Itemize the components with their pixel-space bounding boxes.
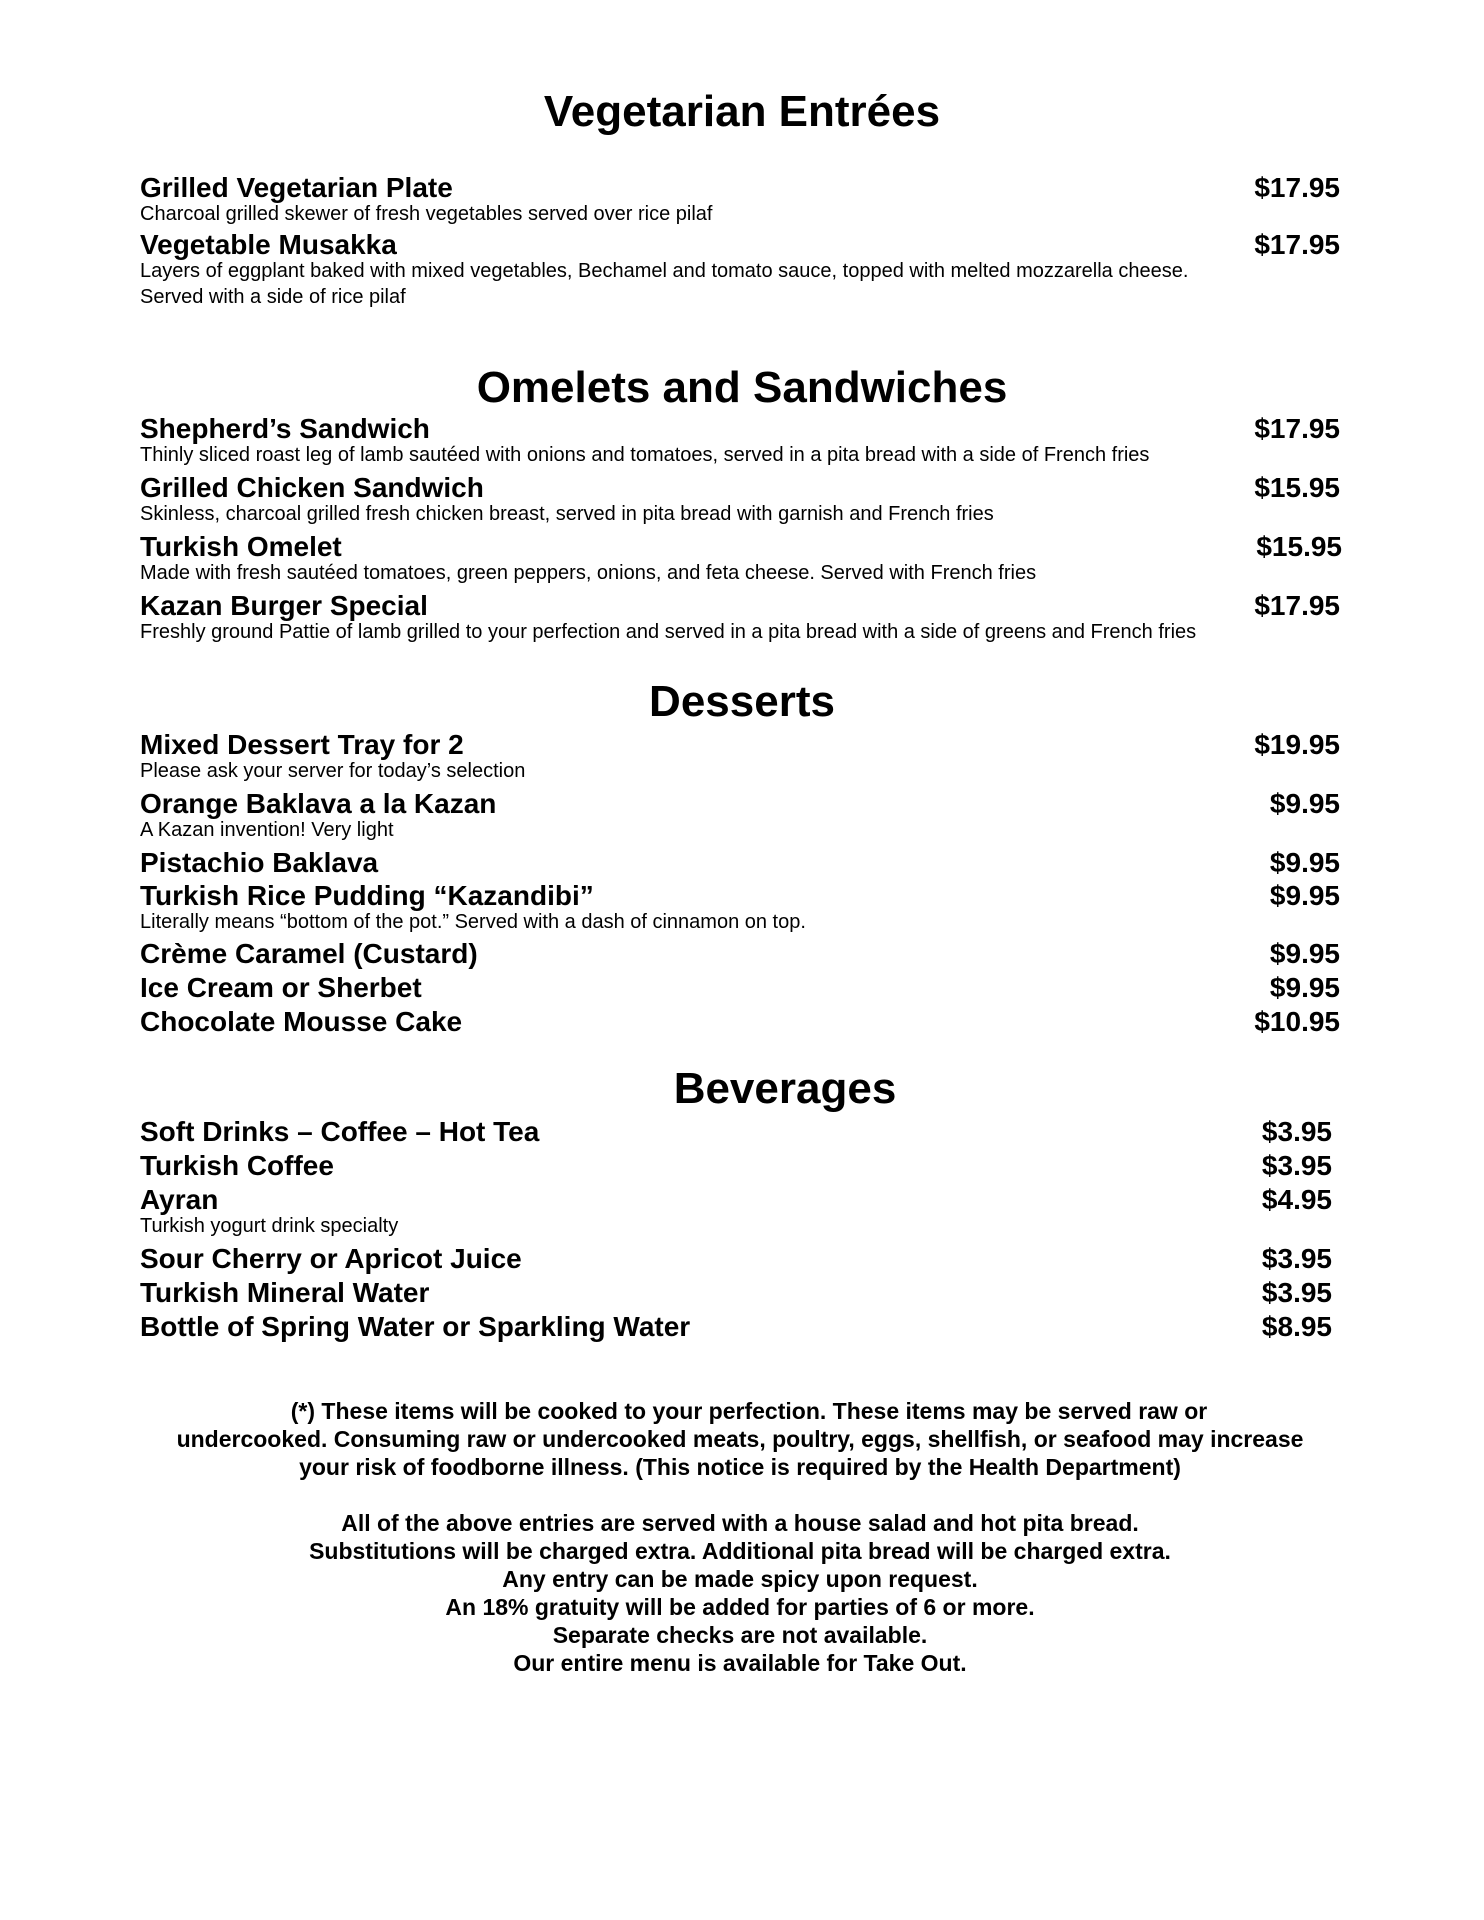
menu-item-name: Grilled Chicken Sandwich [140, 472, 484, 503]
section-title-desserts: Desserts [649, 677, 835, 726]
menu-item-name: Chocolate Mousse Cake [140, 1006, 463, 1037]
menu-item-price: $3.95 [1261, 1150, 1332, 1181]
menu-item-price: $19.95 [1254, 729, 1340, 760]
menu-item-description: Literally means “bottom of the pot.” Served with a dash of cinnamon on top. [140, 911, 806, 933]
menu-item-price: $9.95 [1269, 788, 1340, 819]
menu-item-price: $3.95 [1261, 1277, 1332, 1308]
menu-item-price: $3.95 [1261, 1243, 1332, 1274]
menu-item-description: Freshly ground Pattie of lamb grilled to your perfection and served in a pita bread with a side of greens and French fries [140, 621, 1197, 643]
menu-item-name: Sour Cherry or Apricot Juice [140, 1243, 522, 1274]
menu-item-name: Turkish Rice Pudding “Kazandibi” [140, 880, 594, 911]
notice-line: Any entry can be made spicy upon request. [502, 1566, 978, 1592]
notice-line: (*) These items will be cooked to your perfection. These items may be served raw or [290, 1398, 1208, 1424]
menu-item [140, 847, 1340, 879]
menu-item-price: $9.95 [1269, 972, 1340, 1003]
menu-item-price: $17.95 [1254, 413, 1340, 444]
menu-item-price: $8.95 [1261, 1311, 1332, 1342]
menu-item [140, 172, 1340, 225]
menu-item [140, 938, 1340, 970]
notice-line: your risk of foodborne illness. (This notice is required by the Health Department) [299, 1454, 1181, 1480]
notice-line: Separate checks are not available. [552, 1622, 928, 1648]
menu-item-price: $15.95 [1254, 472, 1340, 503]
menu-item-name: Shepherd’s Sandwich [140, 413, 430, 444]
menu-item [140, 729, 1340, 782]
notice-line: An 18% gratuity will be added for parties of 6 or more. [445, 1594, 1035, 1620]
menu-item-price: $15.95 [1256, 531, 1342, 562]
menu-item-name: Ayran [140, 1184, 219, 1215]
health-department-notice [130, 1397, 1350, 1481]
menu-item [140, 413, 1340, 466]
menu-item [140, 1243, 1332, 1275]
menu-item [140, 1277, 1332, 1309]
menu-item-name: Bottle of Spring Water or Sparkling Water [140, 1311, 691, 1342]
menu-item-name: Crème Caramel (Custard) [140, 938, 478, 969]
menu-item-description: Served with a side of rice pilaf [140, 286, 406, 308]
menu-item-name: Mixed Dessert Tray for 2 [140, 729, 464, 760]
menu-item [140, 972, 1340, 1004]
menu-item-description: Made with fresh sautéed tomatoes, green peppers, onions, and feta cheese. Served with French fries [140, 562, 1037, 584]
menu-item-price: $4.95 [1261, 1184, 1332, 1215]
menu-item-name: Turkish Coffee [140, 1150, 334, 1181]
menu-item [140, 1150, 1332, 1182]
menu-item [140, 531, 1342, 584]
menu-item-name: Orange Baklava a la Kazan [140, 788, 497, 819]
menu-item [140, 788, 1340, 841]
menu-item-name: Grilled Vegetarian Plate [140, 172, 453, 203]
menu-item-description: Please ask your server for today’s selection [140, 760, 526, 782]
menu-item-price: $9.95 [1269, 938, 1340, 969]
menu-item-price: $9.95 [1269, 847, 1340, 878]
menu-item-price: $9.95 [1269, 880, 1340, 911]
menu-item-name: Turkish Omelet [140, 531, 342, 562]
menu-item-name: Turkish Mineral Water [140, 1277, 430, 1308]
menu-item [140, 1311, 1332, 1343]
menu-item-description: Skinless, charcoal grilled fresh chicken breast, served in pita bread with garnish and French fries [140, 503, 994, 525]
section-title-beverages: Beverages [673, 1064, 897, 1113]
section-title-vegetarian: Vegetarian Entrées [543, 87, 941, 136]
menu-item-price: $17.95 [1254, 229, 1340, 260]
notice-line: undercooked. Consuming raw or undercooked meats, poultry, eggs, shellfish, or seafood may increase [176, 1426, 1304, 1452]
menu-item-description: Turkish yogurt drink specialty [140, 1215, 399, 1237]
menu-item-price: $3.95 [1261, 1116, 1332, 1147]
menu-item-name: Vegetable Musakka [140, 229, 397, 260]
menu-item-description: A Kazan invention! Very light [140, 819, 394, 841]
menu-item-name: Pistachio Baklava [140, 847, 379, 878]
menu-item-description: Layers of eggplant baked with mixed vegetables, Bechamel and tomato sauce, topped with melted mozzarella cheese. [140, 260, 1189, 282]
menu-item [140, 1184, 1332, 1237]
menu-item [140, 229, 1340, 308]
menu-item [140, 880, 1340, 933]
menu-item [140, 1116, 1332, 1148]
notice-line: Substitutions will be charged extra. Additional pita bread will be charged extra. [309, 1538, 1171, 1564]
notice-line: Our entire menu is available for Take Out. [513, 1650, 967, 1676]
menu-item-name: Ice Cream or Sherbet [140, 972, 422, 1003]
menu-item-price: $10.95 [1254, 1006, 1340, 1037]
menu-item-name: Soft Drinks – Coffee – Hot Tea [140, 1116, 540, 1147]
menu-item [140, 472, 1340, 525]
menu-item-price: $17.95 [1254, 172, 1340, 203]
menu-item [140, 590, 1340, 643]
notice-line: All of the above entries are served with a house salad and hot pita bread. [341, 1510, 1139, 1536]
section-title-omelets: Omelets and Sandwiches [476, 363, 1008, 412]
menu-item-description: Thinly sliced roast leg of lamb sautéed with onions and tomatoes, served in a pita bread with a side of French fries [140, 444, 1150, 466]
menu-item-description: Charcoal grilled skewer of fresh vegetables served over rice pilaf [140, 203, 713, 225]
house-notes [130, 1509, 1350, 1677]
menu-item-name: Kazan Burger Special [140, 590, 428, 621]
menu-item [140, 1006, 1340, 1038]
menu-item-price: $17.95 [1254, 590, 1340, 621]
